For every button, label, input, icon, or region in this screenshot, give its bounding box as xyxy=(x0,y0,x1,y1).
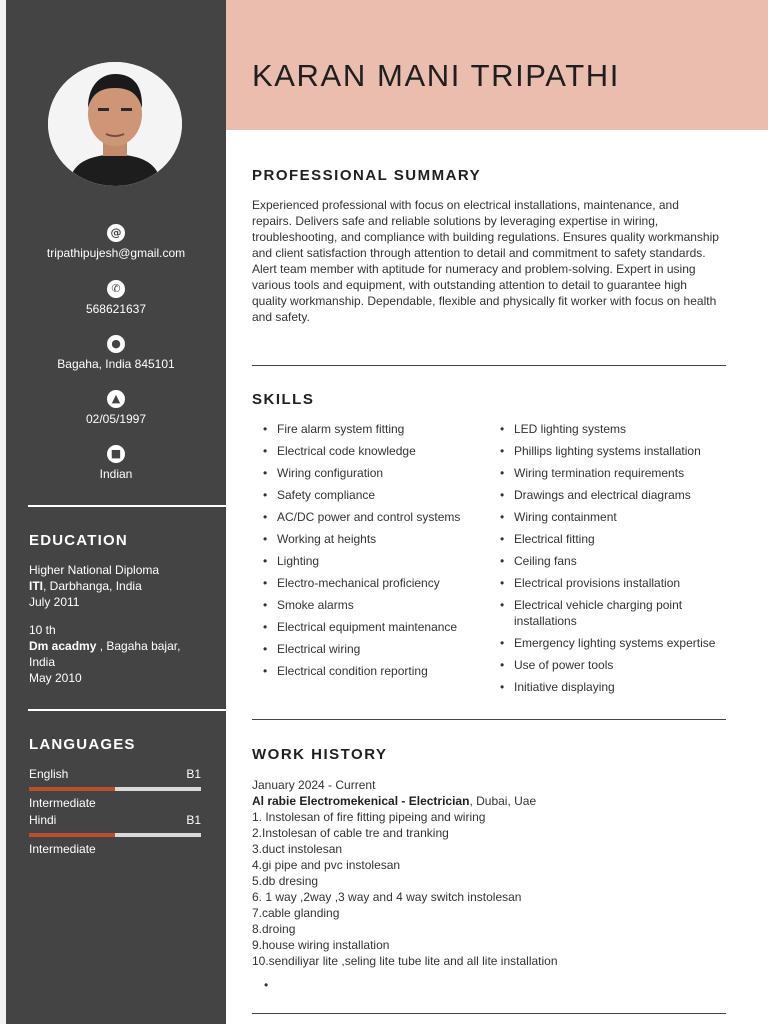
work-duty: 5.db dresing xyxy=(252,874,319,888)
summary-paragraph: Experienced professional with focus on electrical installations, maintenance, and repairs. Delivers safe and reliable solutions by leveraging expertise in wiring, troubleshooting, and compliance with building regulations. Ensures quality workmanship and client satisfaction through attention to detail and commitment to safety standards. xyxy=(252,198,719,260)
skills-right-column xyxy=(500,421,725,701)
education-entry xyxy=(29,562,209,610)
education-date: May 2010 xyxy=(29,671,82,685)
skill-item: • Wiring containment xyxy=(500,509,725,525)
email-icon: @ xyxy=(107,224,125,242)
languages-heading: LANGUAGES xyxy=(29,736,136,753)
language-proficiency-bar xyxy=(29,787,201,791)
education-degree: 10 th xyxy=(29,623,56,637)
phone-icon: ✆ xyxy=(107,280,125,298)
skill-item: • Drawings and electrical diagrams xyxy=(500,487,725,503)
education-heading: EDUCATION xyxy=(29,532,128,549)
work-location: , Dubai, Uae xyxy=(469,794,537,808)
skill-item: • Electrical provisions installation xyxy=(500,575,725,591)
language-level: Intermediate xyxy=(29,796,96,810)
work-duty: 2.Instolesan of cable tre and tranking xyxy=(252,826,449,840)
skill-item: • AC/DC power and control systems xyxy=(263,509,488,525)
work-date: January 2024 - Current xyxy=(252,778,376,792)
skill-item: • Phillips lighting systems installation xyxy=(500,443,725,459)
work-job-line xyxy=(252,793,722,809)
contact-nationality xyxy=(6,445,226,481)
dob-text: 02/05/1997 xyxy=(85,412,147,426)
skill-item: • Electrical equipment maintenance xyxy=(263,619,488,635)
skill-item: • LED lighting systems xyxy=(500,421,725,437)
address-text: Bagaha, India 845101 xyxy=(57,357,175,371)
skill-item: • Electrical condition reporting xyxy=(263,663,488,679)
skill-item: • Lighting xyxy=(263,553,488,569)
language-item xyxy=(29,813,201,856)
language-code: B1 xyxy=(186,767,201,781)
skill-item: • Ceiling fans xyxy=(500,553,725,569)
work-duty: 10.sendiliyar lite ,seling lite tube lite and all lite installation xyxy=(252,954,558,968)
skills-list xyxy=(500,421,725,695)
phone-text: 568621637 xyxy=(85,302,147,316)
work-entry xyxy=(252,777,722,993)
work-title: - Electrician xyxy=(398,794,470,808)
contact-email xyxy=(6,224,226,260)
work-history-heading: WORK HISTORY xyxy=(252,746,388,763)
work-duty: 8.droing xyxy=(252,922,296,936)
work-duty: 3.duct instolesan xyxy=(252,842,343,856)
education-school: ITI xyxy=(29,579,43,593)
sidebar-divider xyxy=(28,709,226,711)
work-duty: 9.house wiring installation xyxy=(252,938,390,952)
skill-item: • Wiring termination requirements xyxy=(500,465,725,481)
skills-list xyxy=(263,421,488,679)
profile-photo xyxy=(48,62,182,186)
skill-item: • Electrical vehicle charging point installations xyxy=(500,597,725,629)
skill-item: • Smoke alarms xyxy=(263,597,488,613)
skill-item: • Working at heights xyxy=(263,531,488,547)
sidebar xyxy=(6,0,226,1024)
contact-phone xyxy=(6,280,226,316)
avatar-photo-icon xyxy=(48,62,182,186)
language-name: English xyxy=(29,767,69,781)
skill-item: • Initiative displaying xyxy=(500,679,725,695)
candidate-name: KARAN MANI TRIPATHI xyxy=(252,58,620,93)
skill-item: • Electrical code knowledge xyxy=(263,443,488,459)
skill-item: • Electro-mechanical proficiency xyxy=(263,575,488,591)
summary-heading: PROFESSIONAL SUMMARY xyxy=(252,167,482,184)
skill-item: • Emergency lighting systems expertise xyxy=(500,635,725,651)
summary-paragraph: Alert team member with aptitude for numeracy and problem-solving. Expert in using various tools and equipment, with outstanding attention to detail to guarantee high quality workmanship. Dependable, flexible and physically fit worker with focus on health and safety. xyxy=(252,262,717,324)
education-entry xyxy=(29,622,209,686)
language-item xyxy=(29,767,201,810)
language-proficiency-fill xyxy=(29,833,115,837)
skill-item: • Wiring configuration xyxy=(263,465,488,481)
skills-left-column xyxy=(263,421,488,685)
work-duty: 7.cable glanding xyxy=(252,906,340,920)
language-proficiency-fill xyxy=(29,787,115,791)
skill-item: • Electrical fitting xyxy=(500,531,725,547)
nationality-text: Indian xyxy=(99,467,133,481)
work-duty: 4.gi pipe and pvc instolesan xyxy=(252,858,401,872)
education-degree: Higher National Diploma xyxy=(29,563,160,577)
section-divider xyxy=(252,365,726,366)
language-proficiency-bar xyxy=(29,833,201,837)
skill-item: • Fire alarm system fitting xyxy=(263,421,488,437)
work-duty: 6. 1 way ,2way ,3 way and 4 way switch instolesan xyxy=(252,890,522,904)
education-location: , Darbhanga, India xyxy=(43,579,142,593)
contact-dob xyxy=(6,390,226,426)
skill-item: • Safety compliance xyxy=(263,487,488,503)
skills-heading: SKILLS xyxy=(252,391,315,408)
location-pin-icon: ● xyxy=(107,335,125,353)
skill-item: • Electrical wiring xyxy=(263,641,488,657)
contact-address xyxy=(6,335,226,371)
section-divider xyxy=(252,1013,726,1014)
education-school: Dm acadmy xyxy=(29,639,97,653)
skill-item: • Use of power tools xyxy=(500,657,725,673)
flag-icon: ■ xyxy=(107,445,125,463)
work-company: Al rabie Electromekenical xyxy=(252,794,399,808)
work-duty: 1. Instolesan of fire fitting pipeing and wiring xyxy=(252,810,486,824)
birthday-cake-icon: ▲ xyxy=(107,390,125,408)
language-level: Intermediate xyxy=(29,842,96,856)
email-text: tripathipujesh@gmail.com xyxy=(46,246,186,260)
section-divider xyxy=(252,719,726,720)
empty-bullet: • xyxy=(264,978,269,992)
education-date: July 2011 xyxy=(29,595,80,609)
language-name: Hindi xyxy=(29,813,57,827)
education-location: , Bagaha bajar, India xyxy=(29,639,181,669)
language-code: B1 xyxy=(186,813,201,827)
summary-text xyxy=(252,197,722,325)
sidebar-divider xyxy=(28,505,226,507)
